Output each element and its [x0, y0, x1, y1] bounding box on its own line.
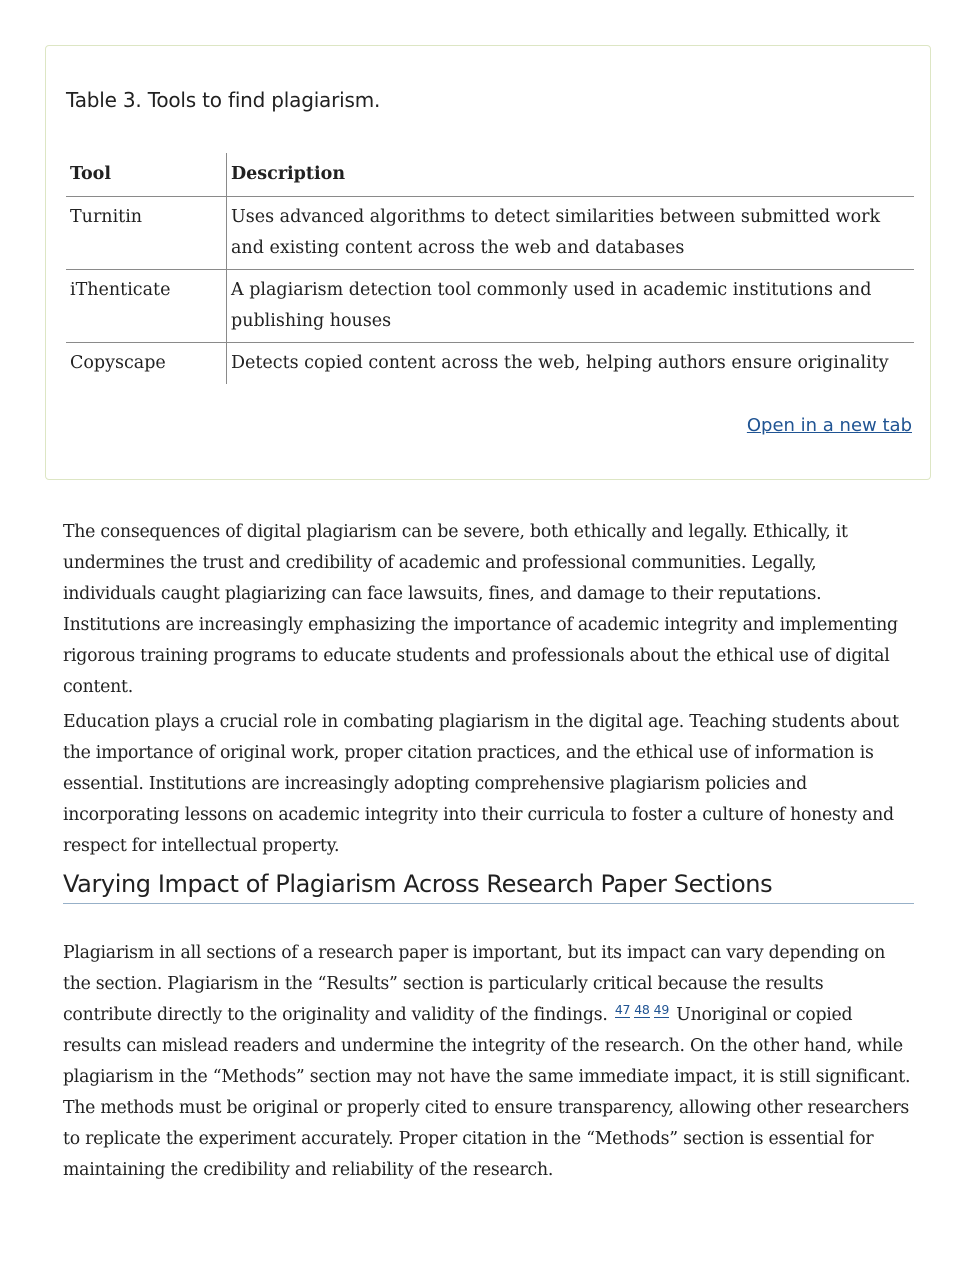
section-heading: Varying Impact of Plagiarism Across Research Paper Sections	[63, 866, 914, 904]
citation-link-48[interactable]: 48	[634, 1002, 650, 1017]
tools-table	[66, 153, 914, 384]
tool-description-cell: Uses advanced algorithms to detect similarities between submitted work and existing content across the web and databases	[227, 197, 915, 270]
citation-link-49[interactable]: 49	[653, 1002, 670, 1017]
tool-name-cell: Turnitin	[66, 197, 227, 270]
paragraph-text-before-citations: Plagiarism in all sections of a research paper is important, but its impact can vary depending on the section. Plagiarism in the “Results” section is particularly critical because the results contribute directly to the originality and validity of the findings.	[63, 943, 886, 1025]
tool-description-cell: A plagiarism detection tool commonly used in academic institutions and publishing houses	[227, 270, 915, 343]
tool-name-cell: iThenticate	[66, 270, 227, 343]
table-row	[66, 270, 914, 343]
paragraph-consequences: The consequences of digital plagiarism can be severe, both ethically and legally. Ethically, it undermines the trust and credibility of academic and professional communities. Legally, individuals caught plagiarizing can face lawsuits, fines, and damage to their reputations. Institutions are increasingly emphasizing the importance of academic integrity and implementing rigorous training programs to educate students and professionals about the ethical use of digital content.	[63, 522, 898, 697]
paragraph-education: Education plays a crucial role in combating plagiarism in the digital age. Teaching students about the importance of original work, proper citation practices, and the ethical use of information is essential. Institutions are increasingly adopting comprehensive plagiarism policies and incorporating lessons on academic integrity into their curricula to foster a culture of honesty and respect for intellectual property.	[63, 712, 899, 856]
table-row	[66, 197, 914, 270]
table-container	[45, 45, 931, 480]
table-row	[66, 343, 914, 385]
table-caption: Table 3. Tools to find plagiarism.	[66, 88, 381, 112]
column-header-description: Description	[227, 153, 915, 197]
paragraph-text-after-citations: Unoriginal or copied results can mislead readers and undermine the integrity of the research. On the other hand, while plagiarism in the “Methods” section may not have the same immediate impact, it is still significant. The methods must be original or properly cited to ensure transparency, allowing other researchers to replicate the experiment accurately. Proper citation in the “Methods” section is essential for maintaining the credibility and reliability of the research.	[63, 1005, 911, 1180]
open-in-new-tab-link[interactable]: Open in a new tab	[746, 415, 912, 436]
tool-name-cell: Copyscape	[66, 343, 227, 385]
paragraph-varying-impact	[63, 938, 913, 1186]
column-header-tool: Tool	[66, 153, 227, 197]
citation-link-47[interactable]: 47	[614, 1002, 631, 1017]
tool-description-cell: Detects copied content across the web, helping authors ensure originality	[231, 353, 889, 373]
table-header-row	[66, 153, 914, 197]
